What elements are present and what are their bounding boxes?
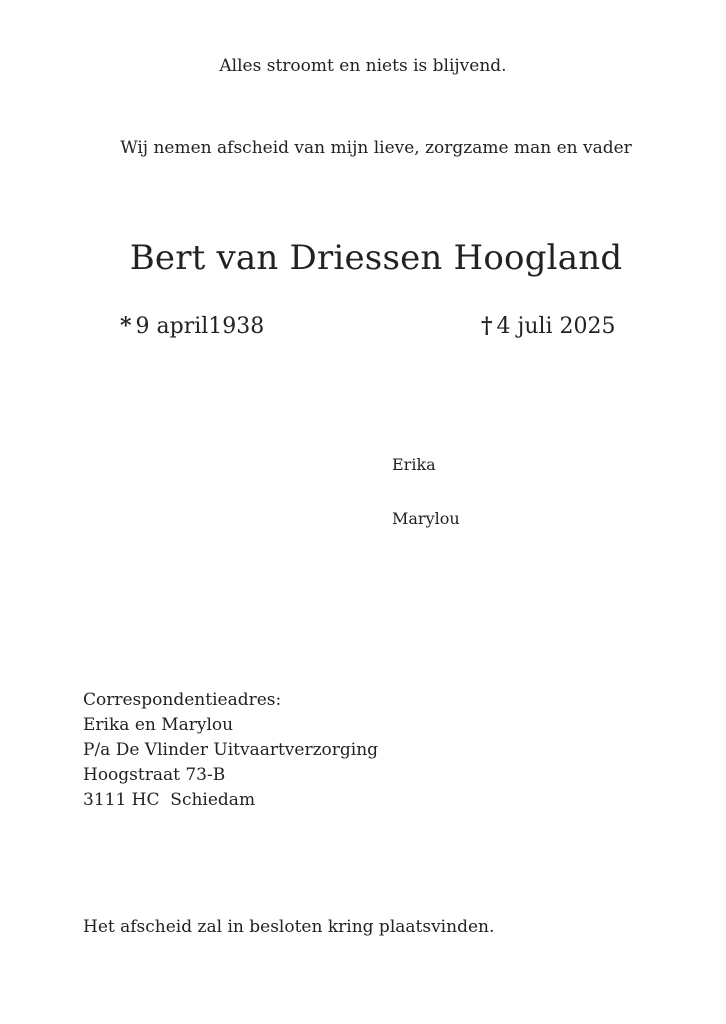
death-cross-icon: † — [481, 313, 493, 339]
deceased-name: Bert van Driessen Hoogland — [129, 238, 623, 278]
birth-date-line — [120, 313, 264, 339]
family-member: Marylou — [392, 509, 460, 528]
motto: Alles stroomt en niets is blijvend. — [219, 56, 507, 76]
death-date: 4 juli 2025 — [496, 314, 616, 339]
birth-star-icon: * — [120, 313, 132, 339]
address-line: Erika en Marylou — [83, 715, 234, 735]
death-date-line — [481, 313, 616, 339]
address-line: Hoogstraat 73-B — [83, 765, 226, 785]
intro-text: Wij nemen afscheid van mijn lieve, zorgzame man en vader — [120, 138, 632, 158]
address-heading: Correspondentieadres: — [83, 690, 282, 710]
birth-date: 9 april1938 — [135, 314, 265, 339]
address-line: P/a De Vlinder Uitvaartverzorging — [83, 740, 379, 760]
address-line: 3111 HC Schiedam — [83, 790, 256, 810]
closing-text: Het afscheid zal in besloten kring plaatsvinden. — [83, 917, 495, 937]
correspondence-address — [83, 688, 378, 813]
family-member: Erika — [392, 455, 436, 474]
